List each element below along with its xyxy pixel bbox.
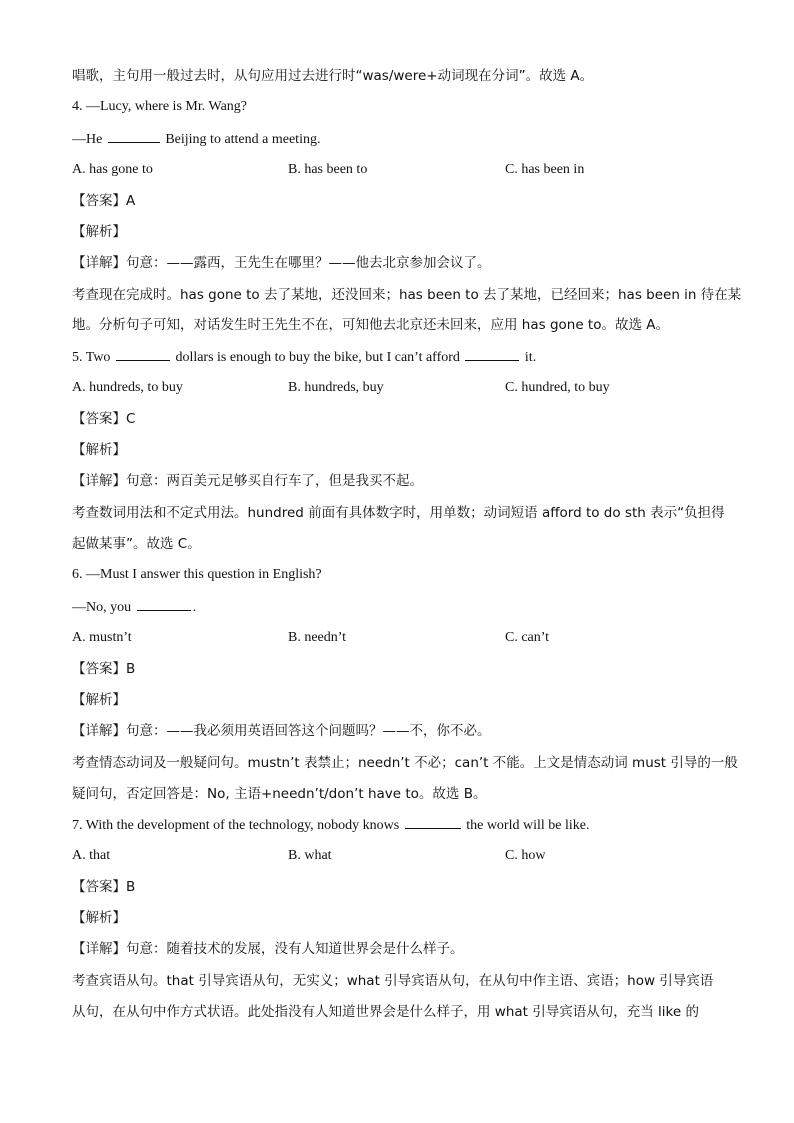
question-6-stem: 6. —Must I answer this question in English? <box>72 567 322 582</box>
explanation-line: 疑问句，否定回答是：No, 主语+needn’t/don’t have to。故选 B。 <box>72 786 487 802</box>
option-b: B. what <box>288 848 332 863</box>
text-fragment: it. <box>524 350 537 365</box>
text-fragment: . <box>192 600 197 615</box>
explanation-line: 考查情态动词及一般疑问句。mustn’t 表禁止；needn’t 不必；can’t 不能。上文是情态动词 must 引导的一般 <box>72 755 738 771</box>
answer-label: 【答案】B <box>72 879 136 895</box>
text-fragment: 7. With the development of the technology, nobody knows <box>72 818 400 833</box>
explanation-line: 地。分析句子可知，对话发生时王先生不在，可知他去北京还未回来，应用 has gone to。故选 A。 <box>72 317 670 333</box>
explanation-line: 起做某事”。故选 C。 <box>72 536 201 552</box>
answer-label: 【答案】B <box>72 661 136 677</box>
text-fragment: —No, you <box>72 600 132 615</box>
detail-line: 【详解】句意：随着技术的发展，没有人知道世界会是什么样子。 <box>72 941 464 957</box>
text-fragment: Beijing to attend a meeting. <box>165 132 321 147</box>
text-fragment: the world will be like. <box>466 818 590 833</box>
answer-label: 【答案】A <box>72 193 136 209</box>
text-fragment: dollars is enough to buy the bike, but I can’t afford <box>175 350 460 365</box>
explanation-line: 考查现在完成时。has gone to 去了某地，还没回来；has been to 去了某地，已经回来；has been in 待在某 <box>72 287 742 303</box>
option-a: A. hundreds, to buy <box>72 380 183 395</box>
option-c: C. hundred, to buy <box>505 380 610 395</box>
option-b: B. needn’t <box>288 630 347 645</box>
explanation-line: 从句，在从句中作方式状语。此处指没有人知道世界会是什么样子，用 what 引导宾语从句，充当 like 的 <box>72 1004 699 1020</box>
detail-line: 【详解】句意：——我必须用英语回答这个问题吗？——不，你不必。 <box>72 723 491 739</box>
option-c: C. can’t <box>505 630 550 645</box>
answer-blank <box>108 130 160 143</box>
detail-line: 【详解】句意：——露西，王先生在哪里？——他去北京参加会议了。 <box>72 255 491 271</box>
analysis-label: 【解析】 <box>72 224 126 240</box>
option-c: C. has been in <box>505 162 585 177</box>
answer-blank <box>405 816 461 829</box>
question-4-reply <box>72 130 320 149</box>
text-fragment: —He <box>72 132 103 147</box>
option-a: A. has gone to <box>72 162 153 177</box>
text-line: 唱歌，主句用一般过去时，从句应用过去进行时“was/were+动词现在分词”。故选 A。 <box>72 68 594 84</box>
question-6-reply <box>72 598 196 617</box>
text-fragment: 5. Two <box>72 350 111 365</box>
option-c: C. how <box>505 848 546 863</box>
question-7-stem <box>72 816 589 835</box>
explanation-line: 考查数词用法和不定式用法。hundred 前面有具体数字时，用单数；动词短语 afford to do sth 表示“负担得 <box>72 505 725 521</box>
answer-blank <box>116 348 170 361</box>
explanation-line: 考查宾语从句。that 引导宾语从句，无实义；what 引导宾语从句，在从句中作主语、宾语；how 引导宾语 <box>72 973 714 989</box>
option-b: B. hundreds, buy <box>288 380 384 395</box>
option-a: A. that <box>72 848 111 863</box>
detail-line: 【详解】句意：两百美元足够买自行车了，但是我买不起。 <box>72 473 423 489</box>
answer-label: 【答案】C <box>72 411 136 427</box>
answer-blank <box>465 348 519 361</box>
option-b: B. has been to <box>288 162 368 177</box>
analysis-label: 【解析】 <box>72 910 126 926</box>
analysis-label: 【解析】 <box>72 692 126 708</box>
option-a: A. mustn’t <box>72 630 132 645</box>
question-4-stem: 4. —Lucy, where is Mr. Wang? <box>72 99 247 114</box>
question-5-stem <box>72 348 536 367</box>
answer-blank <box>137 598 191 611</box>
analysis-label: 【解析】 <box>72 442 126 458</box>
